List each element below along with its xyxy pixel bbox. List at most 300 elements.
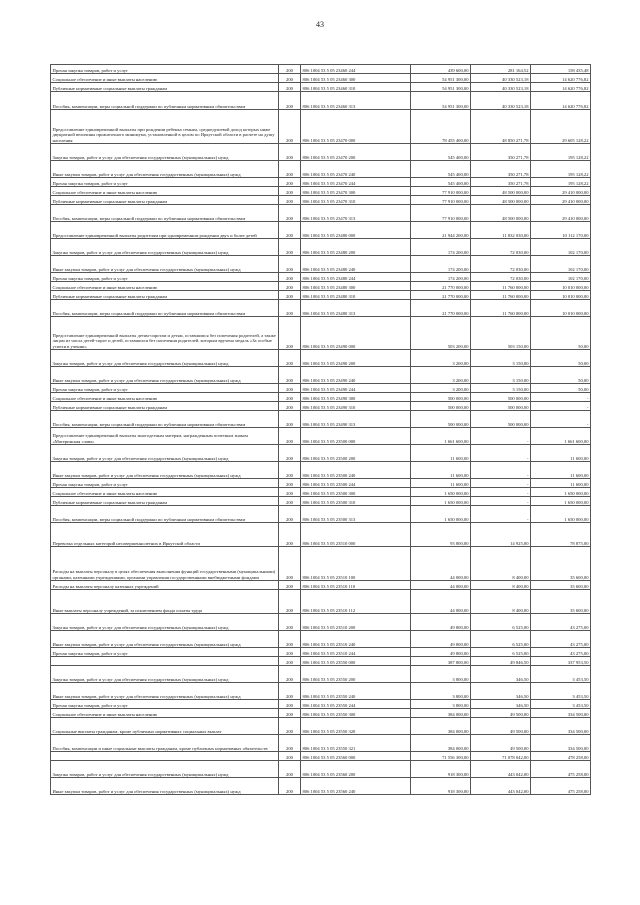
table-row — [51, 282, 591, 291]
row-executed-amount-cell: 8 400,00 — [471, 581, 531, 590]
row-classification-cell: 806 1004 53 5 05 23480 300 — [301, 282, 411, 291]
row-unexecuted-amount-cell: 195 128,22 — [531, 144, 591, 161]
row-classification-cell: 806 1004 53 5 05 23510 000 — [301, 523, 411, 547]
row-unexecuted-amount-cell: 11 600,00 — [531, 479, 591, 488]
row-code-cell: 200 — [279, 222, 301, 239]
row-unexecuted-amount-cell: 29 410 000,00 — [531, 187, 591, 196]
row-executed-amount-cell: 6 525,00 — [471, 648, 531, 657]
row-unexecuted-amount-cell: 10 010 000,00 — [531, 291, 591, 300]
row-code-cell: 200 — [279, 735, 301, 752]
row-executed-amount-cell: 11 760 000,00 — [471, 291, 531, 300]
table-row — [51, 222, 591, 239]
table-row — [51, 205, 591, 222]
row-name-cell: Предоставление единовременной выплаты детям-сиротам и детям, оставшимся без попечения родителей, а также лицам из числа детей-сирот и детей, оставшихся без попечения родителей, которым вручена медаль «За особые успехи в учении» — [51, 317, 279, 350]
row-classification-cell: 806 1004 53 5 05 23470 240 — [301, 161, 411, 178]
row-executed-amount-cell: - — [471, 497, 531, 506]
table-row — [51, 291, 591, 300]
row-approved-amount-cell: 387 800,00 — [411, 657, 471, 666]
row-name-cell: Социальное обеспечение и иные выплаты населению — [51, 74, 279, 83]
table-row — [51, 752, 591, 761]
row-code-cell: 200 — [279, 428, 301, 445]
row-unexecuted-amount-cell: 35 600,00 — [531, 590, 591, 614]
row-executed-amount-cell: 72 030,00 — [471, 239, 531, 256]
row-name-cell: Социальное обеспечение и иные выплаты населению — [51, 282, 279, 291]
row-approved-amount-cell: 11 600,00 — [411, 462, 471, 479]
row-name-cell: Социальное обеспечение и иные выплаты населению — [51, 488, 279, 497]
row-unexecuted-amount-cell: 334 500,00 — [531, 709, 591, 718]
table-row — [51, 445, 591, 462]
row-name-cell: Иные закупки товаров, работ и услуг для обеспечения государственных (муниципальных) нужд — [51, 462, 279, 479]
row-approved-amount-cell: 3 800,00 — [411, 666, 471, 683]
row-classification-cell: 806 1004 53 5 05 23550 300 — [301, 709, 411, 718]
row-name-cell: Закупка товаров, работ и услуг для обеспечения государственных (муниципальных) нужд — [51, 761, 279, 778]
row-executed-amount-cell: - — [471, 488, 531, 497]
row-executed-amount-cell: 500 000,00 — [471, 402, 531, 411]
row-unexecuted-amount-cell: 10 112 170,00 — [531, 222, 591, 239]
row-approved-amount-cell: 918 300,00 — [411, 761, 471, 778]
row-approved-amount-cell: 918 300,00 — [411, 778, 471, 795]
row-name-cell: Публичные нормативные социальные выплаты гражданам — [51, 196, 279, 205]
table-row — [51, 488, 591, 497]
row-name-cell: Прочая закупка товаров, работ и услуг — [51, 479, 279, 488]
row-classification-cell: 806 1004 53 5 05 23510 110 — [301, 581, 411, 590]
row-executed-amount-cell: 11 832 030,00 — [471, 222, 531, 239]
row-unexecuted-amount-cell: 3 453,50 — [531, 683, 591, 700]
row-executed-amount-cell: 500 000,00 — [471, 393, 531, 402]
row-name-cell: Публичные нормативные социальные выплаты гражданам — [51, 83, 279, 92]
table-row — [51, 317, 591, 350]
table-row — [51, 350, 591, 367]
row-classification-cell: 806 1004 53 5 05 23490 313 — [301, 411, 411, 428]
row-classification-cell: 806 1004 53 5 05 23500 313 — [301, 506, 411, 523]
row-executed-amount-cell: 48 500 000,00 — [471, 205, 531, 222]
row-code-cell: 200 — [279, 547, 301, 581]
row-code-cell: 200 — [279, 506, 301, 523]
row-classification-cell: 806 1004 53 5 05 23470 300 — [301, 187, 411, 196]
row-approved-amount-cell: 500 000,00 — [411, 402, 471, 411]
row-name-cell: Предоставление единовременной выплаты родителям при одновременном рождении двух и более детей — [51, 222, 279, 239]
row-classification-cell: 806 1004 53 5 05 23560 240 — [301, 778, 411, 795]
row-executed-amount-cell: 350 271,78 — [471, 178, 531, 187]
row-executed-amount-cell: 8 400,00 — [471, 590, 531, 614]
page-number: 43 — [316, 20, 324, 29]
table-row — [51, 411, 591, 428]
row-unexecuted-amount-cell: 50,00 — [531, 350, 591, 367]
row-approved-amount-cell: 11 600,00 — [411, 479, 471, 488]
row-executed-amount-cell: 503 150,00 — [471, 317, 531, 350]
table-row — [51, 778, 591, 795]
row-approved-amount-cell: 1 650 000,00 — [411, 506, 471, 523]
table-row — [51, 666, 591, 683]
table-row — [51, 384, 591, 393]
table-row — [51, 547, 591, 581]
row-approved-amount-cell: 545 400,00 — [411, 144, 471, 161]
row-name-cell: Иные закупки товаров, работ и услуг для обеспечения государственных (муниципальных) нужд — [51, 683, 279, 700]
row-code-cell: 200 — [279, 273, 301, 282]
row-approved-amount-cell: 545 400,00 — [411, 178, 471, 187]
table-row — [51, 196, 591, 205]
row-approved-amount-cell: 174 200,00 — [411, 239, 471, 256]
row-executed-amount-cell: 6 525,00 — [471, 631, 531, 648]
row-executed-amount-cell: 71 078 042,00 — [471, 752, 531, 761]
row-unexecuted-amount-cell: 43 275,00 — [531, 648, 591, 657]
row-classification-cell: 806 1004 53 5 05 23470 313 — [301, 205, 411, 222]
row-code-cell: 200 — [279, 488, 301, 497]
row-classification-cell: 806 1004 53 5 05 23490 000 — [301, 317, 411, 350]
row-classification-cell: 806 1004 53 5 05 23510 240 — [301, 631, 411, 648]
row-executed-amount-cell: - — [471, 479, 531, 488]
row-code-cell: 200 — [279, 445, 301, 462]
row-name-cell: Прочая закупка товаров, работ и услуг — [51, 178, 279, 187]
row-classification-cell: 806 1004 53 5 05 23500 310 — [301, 497, 411, 506]
row-code-cell: 200 — [279, 590, 301, 614]
table-row — [51, 402, 591, 411]
table-row — [51, 74, 591, 83]
row-code-cell: 200 — [279, 256, 301, 273]
row-executed-amount-cell: 48 850 271,78 — [471, 110, 531, 144]
row-approved-amount-cell: 1 650 000,00 — [411, 497, 471, 506]
row-classification-cell: 806 1004 53 5 05 23490 200 — [301, 350, 411, 367]
table-row — [51, 761, 591, 778]
row-unexecuted-amount-cell: 29 410 000,00 — [531, 205, 591, 222]
row-executed-amount-cell: 40 330 523,18 — [471, 92, 531, 110]
row-classification-cell: 806 1004 53 5 05 23550 320 — [301, 718, 411, 735]
row-code-cell: 200 — [279, 709, 301, 718]
row-code-cell: 200 — [279, 187, 301, 196]
row-code-cell: 200 — [279, 497, 301, 506]
row-code-cell: 200 — [279, 581, 301, 590]
table-row — [51, 187, 591, 196]
row-classification-cell: 806 1004 53 5 05 23470 200 — [301, 144, 411, 161]
row-approved-amount-cell: 384 000,00 — [411, 718, 471, 735]
row-classification-cell: 806 1004 53 5 05 23480 244 — [301, 273, 411, 282]
row-approved-amount-cell: 54 951 300,00 — [411, 74, 471, 83]
row-code-cell: 200 — [279, 161, 301, 178]
row-approved-amount-cell: 1 661 600,00 — [411, 428, 471, 445]
row-name-cell: Закупка товаров, работ и услуг для обеспечения государственных (муниципальных) нужд — [51, 445, 279, 462]
row-executed-amount-cell: 49 500,00 — [471, 735, 531, 752]
row-approved-amount-cell: 3 200,00 — [411, 384, 471, 393]
row-approved-amount-cell: 21 770 000,00 — [411, 282, 471, 291]
row-classification-cell: 806 1004 53 5 05 23470 244 — [301, 178, 411, 187]
row-classification-cell: 806 1004 53 5 05 23460 313 — [301, 92, 411, 110]
row-name-cell: Пособия, компенсации, меры социальной поддержки по публичным нормативным обязательствам — [51, 411, 279, 428]
row-unexecuted-amount-cell: 1 650 000,00 — [531, 488, 591, 497]
row-code-cell: 200 — [279, 614, 301, 631]
table-row — [51, 631, 591, 648]
row-name-cell: Закупка товаров, работ и услуг для обеспечения государственных (муниципальных) нужд — [51, 614, 279, 631]
row-approved-amount-cell: 3 800,00 — [411, 683, 471, 700]
row-unexecuted-amount-cell: 50,00 — [531, 317, 591, 350]
row-code-cell: 200 — [279, 282, 301, 291]
row-classification-cell: 806 1004 53 5 05 23460 244 — [301, 65, 411, 74]
row-unexecuted-amount-cell: 11 600,00 — [531, 462, 591, 479]
row-code-cell: 200 — [279, 300, 301, 317]
row-executed-amount-cell: 40 330 523,18 — [471, 74, 531, 83]
row-classification-cell: 806 1004 53 5 05 23490 300 — [301, 393, 411, 402]
row-approved-amount-cell: 77 910 000,00 — [411, 187, 471, 196]
table-row — [51, 367, 591, 384]
row-executed-amount-cell: 72 030,00 — [471, 273, 531, 282]
row-approved-amount-cell: 77 910 000,00 — [411, 205, 471, 222]
row-executed-amount-cell: 346,50 — [471, 666, 531, 683]
row-name-cell — [51, 657, 279, 666]
row-executed-amount-cell: 49 500,00 — [471, 709, 531, 718]
row-unexecuted-amount-cell: 50,00 — [531, 367, 591, 384]
row-code-cell: 200 — [279, 317, 301, 350]
row-name-cell: Закупка товаров, работ и услуг для обеспечения государственных (муниципальных) нужд — [51, 239, 279, 256]
row-executed-amount-cell: 350 271,78 — [471, 144, 531, 161]
row-name-cell: Иные закупки товаров, работ и услуг для обеспечения государственных (муниципальных) нужд — [51, 256, 279, 273]
row-approved-amount-cell: 49 800,00 — [411, 648, 471, 657]
row-name-cell: Пособия, компенсации, меры социальной поддержки по публичным нормативным обязательствам — [51, 205, 279, 222]
row-name-cell: Закупка товаров, работ и услуг для обеспечения государственных (муниципальных) нужд — [51, 666, 279, 683]
row-unexecuted-amount-cell: 475 258,00 — [531, 778, 591, 795]
row-unexecuted-amount-cell: 195 128,22 — [531, 178, 591, 187]
row-unexecuted-amount-cell: 35 600,00 — [531, 547, 591, 581]
row-executed-amount-cell: 8 400,00 — [471, 547, 531, 581]
row-classification-cell: 806 1004 53 5 05 23510 244 — [301, 648, 411, 657]
row-executed-amount-cell: 3 150,00 — [471, 367, 531, 384]
table-row — [51, 393, 591, 402]
row-approved-amount-cell: 44 000,00 — [411, 590, 471, 614]
row-approved-amount-cell: 500 000,00 — [411, 393, 471, 402]
row-name-cell: Иные закупки товаров, работ и услуг для обеспечения государственных (муниципальных) нужд — [51, 367, 279, 384]
row-executed-amount-cell: 3 150,00 — [471, 350, 531, 367]
row-name-cell: Прочая закупка товаров, работ и услуг — [51, 273, 279, 282]
row-name-cell: Публичные нормативные социальные выплаты гражданам — [51, 497, 279, 506]
row-classification-cell: 806 1004 53 5 05 23480 310 — [301, 291, 411, 300]
row-classification-cell: 806 1004 53 5 05 23560 200 — [301, 761, 411, 778]
row-classification-cell: 806 1004 53 5 05 23510 100 — [301, 547, 411, 581]
row-code-cell: 200 — [279, 178, 301, 187]
row-classification-cell: 806 1004 53 5 05 23460 310 — [301, 83, 411, 92]
row-executed-amount-cell: 443 042,00 — [471, 761, 531, 778]
row-approved-amount-cell: 3 200,00 — [411, 367, 471, 384]
row-approved-amount-cell: 21 770 000,00 — [411, 291, 471, 300]
row-name-cell: Расходы на выплаты персоналу казенных учреждений — [51, 581, 279, 590]
row-classification-cell: 806 1004 53 5 05 23510 200 — [301, 614, 411, 631]
row-name-cell: Перевозка отдельных категорий несовершеннолетних в Иркутской области — [51, 523, 279, 547]
row-code-cell: 200 — [279, 718, 301, 735]
row-unexecuted-amount-cell: 337 953,50 — [531, 657, 591, 666]
row-unexecuted-amount-cell: 10 010 000,00 — [531, 300, 591, 317]
row-approved-amount-cell: 49 800,00 — [411, 614, 471, 631]
table-row — [51, 523, 591, 547]
row-executed-amount-cell: 346,50 — [471, 700, 531, 709]
row-classification-cell: 806 1004 53 5 05 23550 200 — [301, 666, 411, 683]
row-name-cell: Предоставление единовременной выплаты многодетным матерям, награжденным почетным знаком «Материнская слава» — [51, 428, 279, 445]
row-classification-cell: 806 1004 53 5 05 23490 244 — [301, 384, 411, 393]
budget-table-body — [51, 65, 591, 795]
row-executed-amount-cell: 346,50 — [471, 683, 531, 700]
row-code-cell: 200 — [279, 393, 301, 402]
row-name-cell: Социальное обеспечение и иные выплаты населению — [51, 187, 279, 196]
row-unexecuted-amount-cell: 334 500,00 — [531, 718, 591, 735]
row-unexecuted-amount-cell: - — [531, 411, 591, 428]
row-code-cell: 200 — [279, 462, 301, 479]
row-approved-amount-cell: 384 000,00 — [411, 735, 471, 752]
row-code-cell: 200 — [279, 384, 301, 393]
row-code-cell: 200 — [279, 291, 301, 300]
table-row — [51, 178, 591, 187]
row-name-cell: Предоставление единовременной выплаты при рождении ребенка семьям, среднедушевой доход которых ниже двукратной величины прожиточного минимума, установленной в целом по Иркутской области в расчете на душу населения — [51, 110, 279, 144]
table-row — [51, 462, 591, 479]
row-classification-cell: 806 1004 53 5 05 23550 240 — [301, 683, 411, 700]
row-unexecuted-amount-cell: 195 128,22 — [531, 161, 591, 178]
row-approved-amount-cell: 174 200,00 — [411, 256, 471, 273]
row-name-cell: Иные закупки товаров, работ и услуг для обеспечения государственных (муниципальных) нужд — [51, 161, 279, 178]
row-unexecuted-amount-cell: 11 600,00 — [531, 445, 591, 462]
table-row — [51, 144, 591, 161]
row-unexecuted-amount-cell: 334 500,00 — [531, 735, 591, 752]
row-code-cell: 200 — [279, 205, 301, 222]
row-unexecuted-amount-cell: - — [531, 402, 591, 411]
row-code-cell: 200 — [279, 110, 301, 144]
table-row — [51, 735, 591, 752]
row-code-cell: 200 — [279, 700, 301, 709]
row-name-cell: Расходы на выплаты персоналу в целях обеспечения выполнения функций государственными (муниципальными) органами, казенными учреждениями, органами управления государственными внебюджетными фондами — [51, 547, 279, 581]
row-code-cell: 200 — [279, 92, 301, 110]
row-code-cell: 200 — [279, 74, 301, 83]
row-executed-amount-cell: - — [471, 462, 531, 479]
row-name-cell — [51, 752, 279, 761]
row-code-cell: 200 — [279, 683, 301, 700]
row-name-cell: Прочая закупка товаров, работ и услуг — [51, 648, 279, 657]
row-name-cell: Прочая закупка товаров, работ и услуг — [51, 65, 279, 74]
table-row — [51, 83, 591, 92]
row-name-cell: Закупка товаров, работ и услуг для обеспечения государственных (муниципальных) нужд — [51, 144, 279, 161]
row-unexecuted-amount-cell: - — [531, 393, 591, 402]
row-code-cell: 200 — [279, 83, 301, 92]
table-row — [51, 581, 591, 590]
table-row — [51, 497, 591, 506]
table-row — [51, 506, 591, 523]
row-executed-amount-cell: 11 760 000,00 — [471, 282, 531, 291]
table-row — [51, 614, 591, 631]
row-unexecuted-amount-cell: 158 435,48 — [531, 65, 591, 74]
row-classification-cell: 806 1004 53 5 05 23510 112 — [301, 590, 411, 614]
table-row — [51, 428, 591, 445]
row-classification-cell: 806 1004 53 5 05 23460 300 — [301, 74, 411, 83]
table-row — [51, 648, 591, 657]
row-name-cell: Иные выплаты персоналу учреждений, за исключением фонда оплаты труда — [51, 590, 279, 614]
row-executed-amount-cell: 49 846,50 — [471, 657, 531, 666]
row-unexecuted-amount-cell: 14 620 776,82 — [531, 83, 591, 92]
row-classification-cell: 806 1004 53 5 05 23500 244 — [301, 479, 411, 488]
row-unexecuted-amount-cell: 50,00 — [531, 384, 591, 393]
row-unexecuted-amount-cell: 29 410 000,00 — [531, 196, 591, 205]
row-unexecuted-amount-cell: 3 453,50 — [531, 666, 591, 683]
row-approved-amount-cell: 93 800,00 — [411, 523, 471, 547]
row-code-cell: 200 — [279, 239, 301, 256]
row-unexecuted-amount-cell: 475 258,00 — [531, 761, 591, 778]
row-approved-amount-cell: 78 455 400,00 — [411, 110, 471, 144]
row-code-cell: 200 — [279, 144, 301, 161]
row-name-cell: Пособия, компенсации, меры социальной поддержки по публичным нормативным обязательствам — [51, 506, 279, 523]
row-approved-amount-cell: 174 200,00 — [411, 273, 471, 282]
table-row — [51, 657, 591, 666]
row-unexecuted-amount-cell: 35 600,00 — [531, 581, 591, 590]
row-code-cell: 200 — [279, 196, 301, 205]
row-classification-cell: 806 1004 53 5 05 23560 000 — [301, 752, 411, 761]
row-unexecuted-amount-cell: 10 010 000,00 — [531, 282, 591, 291]
row-code-cell: 200 — [279, 778, 301, 795]
row-executed-amount-cell: 500 000,00 — [471, 411, 531, 428]
row-classification-cell: 806 1004 53 5 05 23500 200 — [301, 445, 411, 462]
row-code-cell: 200 — [279, 350, 301, 367]
row-code-cell: 200 — [279, 479, 301, 488]
row-approved-amount-cell: 3 200,00 — [411, 350, 471, 367]
row-name-cell: Прочая закупка товаров, работ и услуг — [51, 384, 279, 393]
row-executed-amount-cell: - — [471, 428, 531, 445]
table-row — [51, 718, 591, 735]
budget-table — [50, 64, 591, 795]
row-code-cell: 200 — [279, 666, 301, 683]
table-row — [51, 700, 591, 709]
row-classification-cell: 806 1004 53 5 05 23490 240 — [301, 367, 411, 384]
row-approved-amount-cell: 54 951 300,00 — [411, 92, 471, 110]
row-unexecuted-amount-cell: 14 620 776,82 — [531, 74, 591, 83]
row-classification-cell: 806 1004 53 5 05 23480 313 — [301, 300, 411, 317]
table-row — [51, 92, 591, 110]
table-row — [51, 256, 591, 273]
row-name-cell: Пособия, компенсации и иные социальные выплаты гражданам, кроме публичных нормативных обязательств — [51, 735, 279, 752]
row-classification-cell: 806 1004 53 5 05 23470 310 — [301, 196, 411, 205]
row-name-cell: Пособия, компенсации, меры социальной поддержки по публичным нормативным обязательствам — [51, 92, 279, 110]
row-approved-amount-cell: 439 600,00 — [411, 65, 471, 74]
row-approved-amount-cell: 71 556 300,00 — [411, 752, 471, 761]
row-code-cell: 200 — [279, 411, 301, 428]
row-code-cell: 200 — [279, 523, 301, 547]
row-executed-amount-cell: - — [471, 445, 531, 462]
row-code-cell: 200 — [279, 752, 301, 761]
table-row — [51, 683, 591, 700]
row-classification-cell: 806 1004 53 5 05 23500 240 — [301, 462, 411, 479]
row-name-cell: Закупка товаров, работ и услуг для обеспечения государственных (муниципальных) нужд — [51, 350, 279, 367]
row-executed-amount-cell: 48 500 000,00 — [471, 196, 531, 205]
table-row — [51, 110, 591, 144]
row-classification-cell: 806 1004 53 5 05 23470 000 — [301, 110, 411, 144]
row-approved-amount-cell: 545 400,00 — [411, 161, 471, 178]
row-executed-amount-cell: - — [471, 506, 531, 523]
row-approved-amount-cell: 44 000,00 — [411, 581, 471, 590]
row-executed-amount-cell: 72 030,00 — [471, 256, 531, 273]
row-classification-cell: 806 1004 53 5 05 23500 300 — [301, 488, 411, 497]
table-row — [51, 300, 591, 317]
row-code-cell: 200 — [279, 402, 301, 411]
row-code-cell: 200 — [279, 761, 301, 778]
row-approved-amount-cell: 21 944 200,00 — [411, 222, 471, 239]
row-unexecuted-amount-cell: 1 650 000,00 — [531, 497, 591, 506]
row-unexecuted-amount-cell: 102 170,00 — [531, 239, 591, 256]
row-unexecuted-amount-cell: 1 661 600,00 — [531, 428, 591, 445]
row-executed-amount-cell: 350 271,78 — [471, 161, 531, 178]
table-row — [51, 590, 591, 614]
row-code-cell: 200 — [279, 648, 301, 657]
row-classification-cell: 806 1004 53 5 05 23550 000 — [301, 657, 411, 666]
row-name-cell: Пособия, компенсации, меры социальной поддержки по публичным нормативным обязательствам — [51, 300, 279, 317]
row-approved-amount-cell: 77 910 000,00 — [411, 196, 471, 205]
row-executed-amount-cell: 48 500 000,00 — [471, 187, 531, 196]
row-classification-cell: 806 1004 53 5 05 23480 240 — [301, 256, 411, 273]
row-approved-amount-cell: 44 000,00 — [411, 547, 471, 581]
table-row — [51, 709, 591, 718]
row-executed-amount-cell: 443 042,00 — [471, 778, 531, 795]
row-executed-amount-cell: 281 164,52 — [471, 65, 531, 74]
row-unexecuted-amount-cell: 3 453,50 — [531, 700, 591, 709]
row-name-cell: Иные закупки товаров, работ и услуг для обеспечения государственных (муниципальных) нужд — [51, 631, 279, 648]
